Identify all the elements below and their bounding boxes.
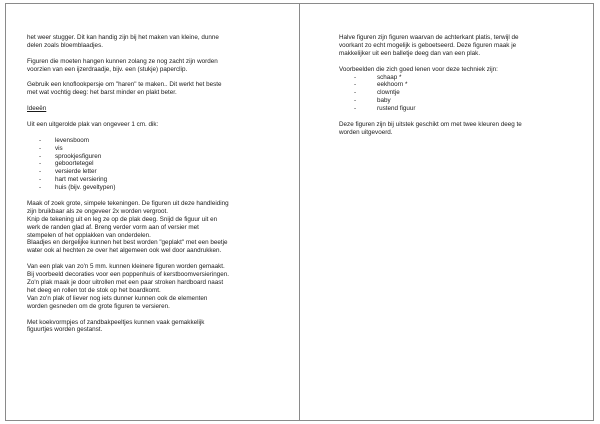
list-item: - eekhoorn * — [354, 81, 408, 89]
paragraph-thin-slab: Van een plak van zo'n 5 mm. kunnen kleinere figuren worden gemaakt. Bij voorbeeld decoraties voor een poppenhuis of kerstboomversieringen. Zo'n plak maak je door uitrollen met een paar stroken hardboard naast het deeg en rollen tot de stok op het boardkomt. Van zo'n plak of liever nog iets dunner kunnen ook de elementen worden gesneden om de grote figuren te versieren. — [27, 263, 229, 310]
paragraph-cookie-cutters: Met koekvormpjes of zandbakpeeltjes kunnen vaak gemakkelijk figuurtjes worden gestanst. — [27, 318, 205, 334]
section-heading-ideas: Ideeën — [27, 105, 47, 113]
list-item: - versierde letter — [39, 168, 97, 176]
paragraph-hanging-figures: Figuren die moeten hangen kunnen zolang ze nog zacht zijn worden voorzien van een ijzerdraadje, bijv. een (stukje) paperclip. — [27, 57, 218, 73]
list-intro: Uit een uitgerolde plak van ongeveer 1 cm. dik: — [27, 120, 159, 128]
list-item: - hart met versiering — [39, 176, 108, 184]
list-item: - geboortetegel — [39, 160, 94, 168]
examples-intro: Voorbeelden die zich goed lenen voor deze techniek zijn: — [339, 65, 498, 73]
list-item: - schaap * — [354, 73, 402, 81]
list-item: - sprookjesfiguren — [39, 152, 102, 160]
list-item: - levensboom — [39, 136, 89, 144]
right-page — [339, 34, 584, 145]
paragraph-half-figures: Halve figuren zijn figuren waarvan de achterkant platis, terwijl de voorkant zo echt mogelijk is geboetseerd. Deze figuren maak je makkelijker uit een balletje deeg dan van een plak. — [339, 34, 519, 57]
list-item: - vis — [39, 144, 63, 152]
paragraph-garlic-press: Gebruik een knoflookpersje om "haren" te maken.. Dit werkt het beste met wat vochtig deeg: het barst minder en plakt beter. — [27, 81, 222, 97]
ideas-list — [27, 137, 277, 192]
list-item: - huis (bijv. geveltypen) — [39, 184, 116, 192]
list-item: - baby — [354, 97, 391, 105]
paragraph-intro-continuation: het weer stugger. Dit kan handig zijn bij het maken van kleine, dunne delen zoals bloemblaadjes. — [27, 34, 219, 49]
page-divider — [299, 3, 300, 421]
list-item: - clowntje — [354, 89, 400, 97]
paragraph-drawings: Maak of zoek grote, simpele tekeningen. De figuren uit deze handleiding zijn bruikbaar als ze ongeveer 2x worden vergroot. Knip de tekening uit en leg ze op de plak deeg. Snijd de figuur uit en werk de randen glad af. Breng verder vorm aan of versier met stempelen of het opplakken van onderdelen. Blaadjes en dergelijke kunnen het best worden "geplakt" met een beetje water ook al hechten ze over het algemeen ook wel door aandrukken. — [27, 199, 229, 255]
paragraph-two-colors: Deze figuren zijn bij uitstek geschikt om met twee kleuren deeg te worden uitgevoerd. — [339, 120, 522, 136]
left-page — [27, 34, 277, 342]
list-item: - rustend figuur — [354, 105, 416, 113]
examples-list — [339, 74, 584, 114]
